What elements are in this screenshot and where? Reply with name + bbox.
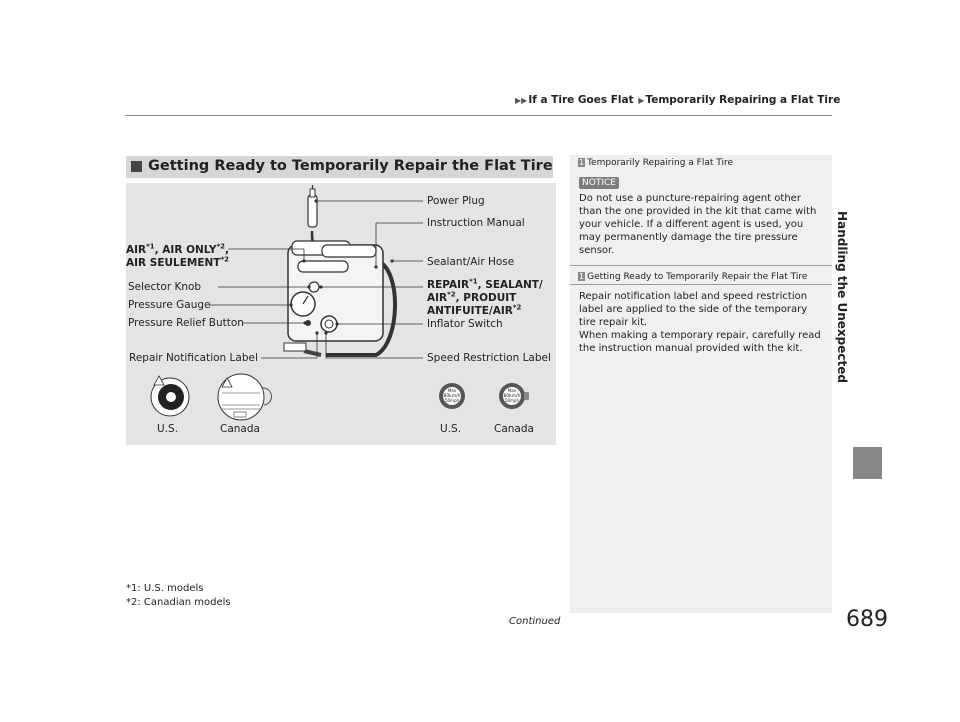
label-us-notification: U.S. <box>157 423 179 435</box>
notes-column <box>570 155 832 613</box>
svg-text:80km/h: 80km/h <box>443 394 461 399</box>
us-speed-restriction-label <box>439 383 465 409</box>
note-ref-icon: 1 <box>579 272 585 281</box>
label-sealant-air-hose: Sealant/Air Hose <box>427 256 515 268</box>
svg-text:80km/h: 80km/h <box>503 394 521 399</box>
svg-text:50mph: 50mph <box>504 398 520 403</box>
label-speed-restriction: Speed Restriction Label <box>427 352 551 364</box>
breadcrumb-item[interactable]: If a Tire Goes Flat <box>528 94 634 106</box>
footnote-canada: *2: Canadian models <box>126 597 231 608</box>
label-antifuite-air: ANTIFUITE/AIR$^{*2}$ <box>427 303 522 317</box>
label-power-plug: Power Plug <box>427 195 485 207</box>
note-divider <box>570 265 832 266</box>
svg-text:Max: Max <box>507 388 517 393</box>
note-text: Do not use a puncture-repairing agent other than the one provided in the kit that came with your vehicle. If a different agent is used, you may permanently damage the tire pressure sensor. <box>579 193 817 256</box>
note-ref-icon: 1 <box>579 158 585 167</box>
label-repair-mode: REPAIR$^{*1}$, SEALANT/ <box>427 277 543 291</box>
notice-badge: NOTICE <box>579 177 619 189</box>
label-sealant-air: AIR$^{*2}$, PRODUIT <box>427 290 517 304</box>
canada-speed-restriction-label <box>499 383 529 409</box>
square-bullet-icon <box>131 161 142 172</box>
label-repair-notification: Repair Notification Label <box>129 352 258 364</box>
note-text: Repair notification label and speed restriction label are applied to the side of the temporary tire repair kit. <box>579 291 808 328</box>
section-title: Getting Ready to Temporarily Repair the Flat Tire <box>148 158 553 174</box>
breadcrumb-item[interactable]: Temporarily Repairing a Flat Tire <box>645 94 841 106</box>
section-heading <box>126 156 553 178</box>
label-air-mode: AIR$^{*1}$, AIR ONLY$^{*2}$, <box>126 242 229 256</box>
label-inflator-switch: Inflator Switch <box>427 318 503 330</box>
svg-text:Max: Max <box>447 388 457 393</box>
label-pressure-gauge: Pressure Gauge <box>128 299 211 311</box>
note-text: When making a temporary repair, carefully read the instruction manual provided with the kit. <box>579 330 821 354</box>
continued-marker: Continued <box>509 616 561 627</box>
us-repair-notification-label <box>151 376 189 416</box>
chapter-tab-label: Handling the Unexpected <box>835 211 849 383</box>
svg-text:50mph: 50mph <box>444 398 460 403</box>
label-us-speed: U.S. <box>440 423 462 435</box>
note-divider <box>570 284 832 285</box>
tire-repair-kit-figure <box>126 183 556 445</box>
label-canada-speed: Canada <box>494 423 534 435</box>
label-air-seulement: AIR SEULEMENT$^{*2}$ <box>126 255 230 269</box>
chapter-tab <box>835 112 849 482</box>
chevron-right-icon: ▶▶ <box>515 96 528 105</box>
chevron-right-icon: ▶ <box>638 96 645 105</box>
note-title: 1 Temporarily Repairing a Flat Tire <box>579 158 734 168</box>
note-title: 1 Getting Ready to Temporarily Repair the Flat Tire <box>579 272 808 282</box>
canada-repair-notification-label <box>218 374 272 420</box>
breadcrumb <box>514 94 840 106</box>
footnote-us: *1: U.S. models <box>126 583 204 594</box>
label-selector-knob: Selector Knob <box>128 281 202 293</box>
label-canada-notification: Canada <box>220 423 260 435</box>
label-instruction-manual: Instruction Manual <box>427 217 525 229</box>
page-number: 689 <box>846 607 888 632</box>
header-rule <box>125 115 832 116</box>
label-pressure-relief-button: Pressure Relief Button <box>128 317 244 329</box>
chapter-tab-marker <box>853 447 882 479</box>
